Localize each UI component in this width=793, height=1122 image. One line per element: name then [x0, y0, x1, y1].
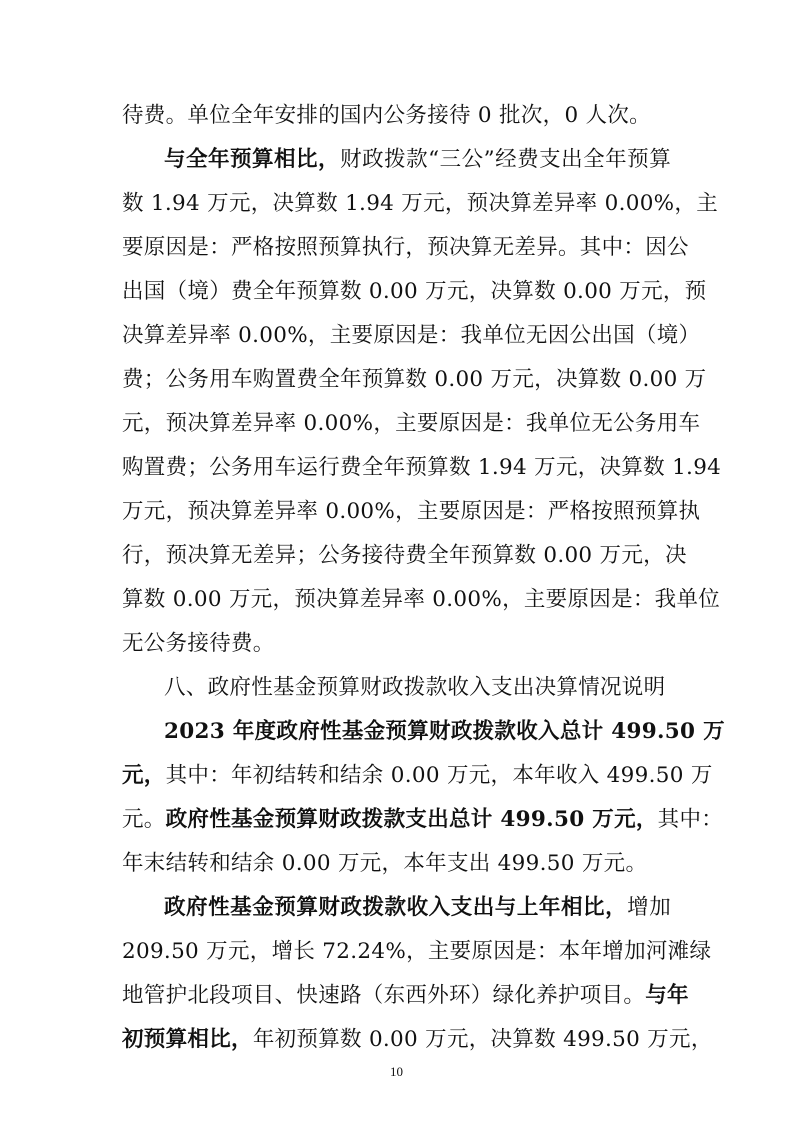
bold-text-segment: 元， [122, 763, 166, 788]
text-line [122, 321, 701, 351]
text-segment: 元。 [122, 807, 166, 832]
text-line [122, 453, 722, 483]
text-line [164, 145, 671, 175]
text-segment: 购置费；公务用车运行费全年预算数 1.94 万元，决算数 1.94 [122, 455, 722, 480]
text-line [122, 849, 647, 879]
text-line [122, 1025, 713, 1055]
text-line [122, 981, 689, 1011]
text-segment: 要原因是：严格按照预算执行，预决算无差异。其中：因公 [122, 235, 689, 260]
text-line [122, 541, 687, 571]
text-line [122, 629, 275, 659]
bold-text-segment: 与年 [645, 983, 689, 1008]
text-line [164, 717, 725, 747]
bold-text-segment: 2023 年度政府性基金预算财政拨款收入总计 499.50 万 [164, 719, 725, 744]
text-segment: 无公务接待费。 [122, 631, 275, 656]
text-segment: 元，预决算差异率 0.00%，主要原因是：我单位无公务用车 [122, 411, 701, 436]
text-line [122, 189, 719, 219]
text-segment: 出国（境）费全年预算数 0.00 万元，决算数 0.00 万元，预 [122, 279, 707, 304]
text-line [164, 893, 671, 923]
text-segment: 费；公务用车购置费全年预算数 0.00 万元，决算数 0.00 万 [122, 367, 707, 392]
text-line [122, 805, 724, 835]
text-line [122, 365, 707, 395]
text-line [122, 497, 701, 527]
section-heading-text: 八、政府性基金预算财政拨款收入支出决算情况说明 [164, 675, 666, 700]
text-segment: 209.50 万元，增长 72.24%，主要原因是：本年增加河滩绿 [122, 939, 712, 964]
page-number: 10 [390, 1064, 403, 1079]
text-segment: 年初预算数 0.00 万元，决算数 499.50 万元， [252, 1027, 713, 1052]
text-segment: 其中：年初结转和结余 0.00 万元，本年收入 499.50 万 [165, 763, 713, 788]
text-segment: 其中： [657, 807, 724, 832]
text-line [122, 761, 713, 791]
bold-text-segment: 初预算相比， [122, 1027, 253, 1052]
bold-text-segment: 政府性基金预算财政拨款支出总计 499.50 万元， [165, 807, 658, 832]
text-segment: 增加 [627, 895, 671, 920]
text-segment: 行，预决算无差异；公务接待费全年预算数 0.00 万元，决 [122, 543, 687, 568]
text-line [122, 409, 701, 439]
text-segment: 待费。单位全年安排的国内公务接待 0 批次，0 人次。 [122, 103, 651, 128]
text-line [122, 937, 712, 967]
text-segment: 财政拨款“三公”经费支出全年预算 [340, 147, 671, 172]
text-line [122, 585, 721, 615]
bold-text-segment: 与全年预算相比， [164, 147, 341, 172]
text-segment: 地管护北段项目、快速路（东西外环）绿化养护项目。 [122, 983, 646, 1008]
text-line [122, 233, 689, 263]
text-segment: 数 1.94 万元，决算数 1.94 万元，预决算差异率 0.00%，主 [122, 191, 719, 216]
bold-text-segment: 政府性基金预算财政拨款收入支出与上年相比， [164, 895, 628, 920]
text-line [122, 277, 707, 307]
text-segment: 万元，预决算差异率 0.00%，主要原因是：严格按照预算执 [122, 499, 701, 524]
text-segment: 决算差异率 0.00%，主要原因是：我单位无因公出国（境） [122, 323, 701, 348]
text-segment: 年末结转和结余 0.00 万元，本年支出 499.50 万元。 [122, 851, 648, 876]
text-segment: 算数 0.00 万元，预决算差异率 0.00%，主要原因是：我单位 [122, 587, 721, 612]
text-line [122, 101, 651, 131]
section-heading [164, 673, 665, 703]
